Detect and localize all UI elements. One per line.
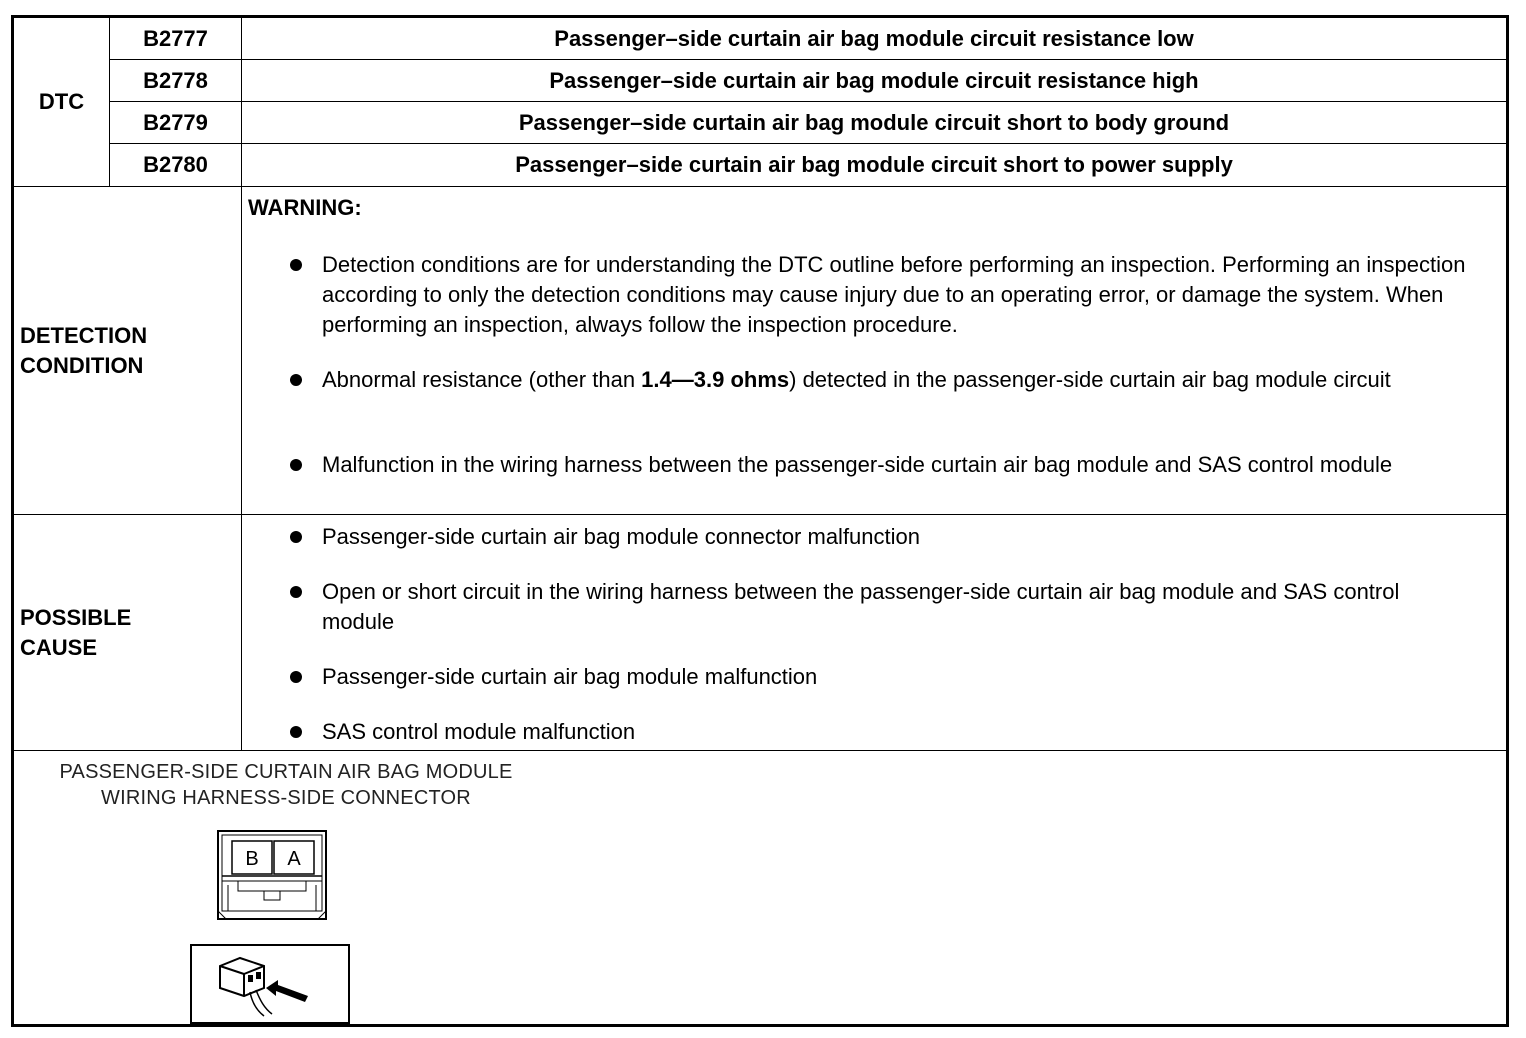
bullet-icon	[290, 459, 302, 471]
cause-item	[290, 717, 1470, 747]
cause-label-line2: CAUSE	[20, 634, 98, 660]
resistance-range: 1.4—3.9 ohms	[641, 367, 790, 392]
bullet-icon	[290, 726, 302, 738]
detection-item	[290, 450, 1470, 480]
bullet-icon	[290, 374, 302, 386]
dtc-code: B2780	[110, 144, 242, 186]
pin-b-label: B	[245, 848, 259, 870]
cause-item	[290, 577, 1470, 637]
pin-a-label: A	[287, 848, 301, 870]
detection-item-text: Malfunction in the wiring harness between the passenger-side curtain air bag module and SAS control module	[322, 452, 1393, 477]
bullet-icon	[290, 531, 302, 543]
bullet-icon	[290, 671, 302, 683]
detection-item	[290, 365, 1470, 395]
dtc-description: Passenger–side curtain air bag module circuit resistance low	[554, 25, 1194, 51]
bullet-icon	[290, 259, 302, 271]
connector-title-line1: PASSENGER-SIDE CURTAIN AIR BAG MODULE	[59, 761, 513, 783]
dtc-row	[110, 18, 1506, 60]
dtc-code: B2777	[110, 18, 242, 59]
dtc-row	[110, 144, 1506, 187]
dtc-code: B2778	[110, 60, 242, 101]
dtc-description: Passenger–side curtain air bag module circuit short to body ground	[518, 109, 1230, 135]
detection-label-line1: DETECTION	[20, 322, 148, 348]
cause-item-text: Passenger-side curtain air bag module connector malfunction	[322, 524, 920, 549]
possible-cause-body	[242, 515, 1506, 751]
detection-label-line2: CONDITION	[20, 352, 144, 378]
possible-cause-label	[14, 515, 242, 751]
detection-condition-label	[14, 187, 242, 515]
dtc-table	[11, 15, 1509, 1027]
cause-item-text: SAS control module malfunction	[322, 719, 636, 744]
dtc-label: DTC	[14, 18, 110, 187]
cause-item	[290, 522, 1470, 552]
dtc-code: B2779	[110, 102, 242, 143]
connector-face-diagram	[216, 829, 328, 921]
cause-label-line1: POSSIBLE	[20, 604, 132, 630]
cause-item-text: Passenger-side curtain air bag module malfunction	[322, 664, 818, 689]
dtc-description: Passenger–side curtain air bag module circuit resistance high	[549, 67, 1199, 93]
dtc-row	[110, 102, 1506, 144]
cause-item-text: Open or short circuit in the wiring harness between the passenger-side curtain air bag module and SAS control module	[322, 579, 1400, 634]
bullet-icon	[290, 586, 302, 598]
dtc-row	[110, 60, 1506, 102]
detection-item	[290, 250, 1470, 340]
dtc-description: Passenger–side curtain air bag module circuit short to power supply	[515, 152, 1233, 177]
connector-view-direction-icon	[190, 944, 350, 1024]
cause-item	[290, 662, 1470, 692]
detection-item-text: Abnormal resistance (other than 1.4—3.9 ohms) detected in the passenger-side curtain air bag module circuit	[322, 367, 1391, 392]
connector-title-line2: WIRING HARNESS-SIDE CONNECTOR	[101, 787, 471, 809]
detection-condition-body	[242, 187, 1506, 515]
detection-item-text: Detection conditions are for understanding the DTC outline before performing an inspection. Performing an inspection according to only the detection conditions may cause injury due to an operating error, or damage the system. When performing an inspection, always follow the inspection procedure.	[322, 252, 1466, 337]
warning-heading: WARNING:	[248, 195, 362, 220]
